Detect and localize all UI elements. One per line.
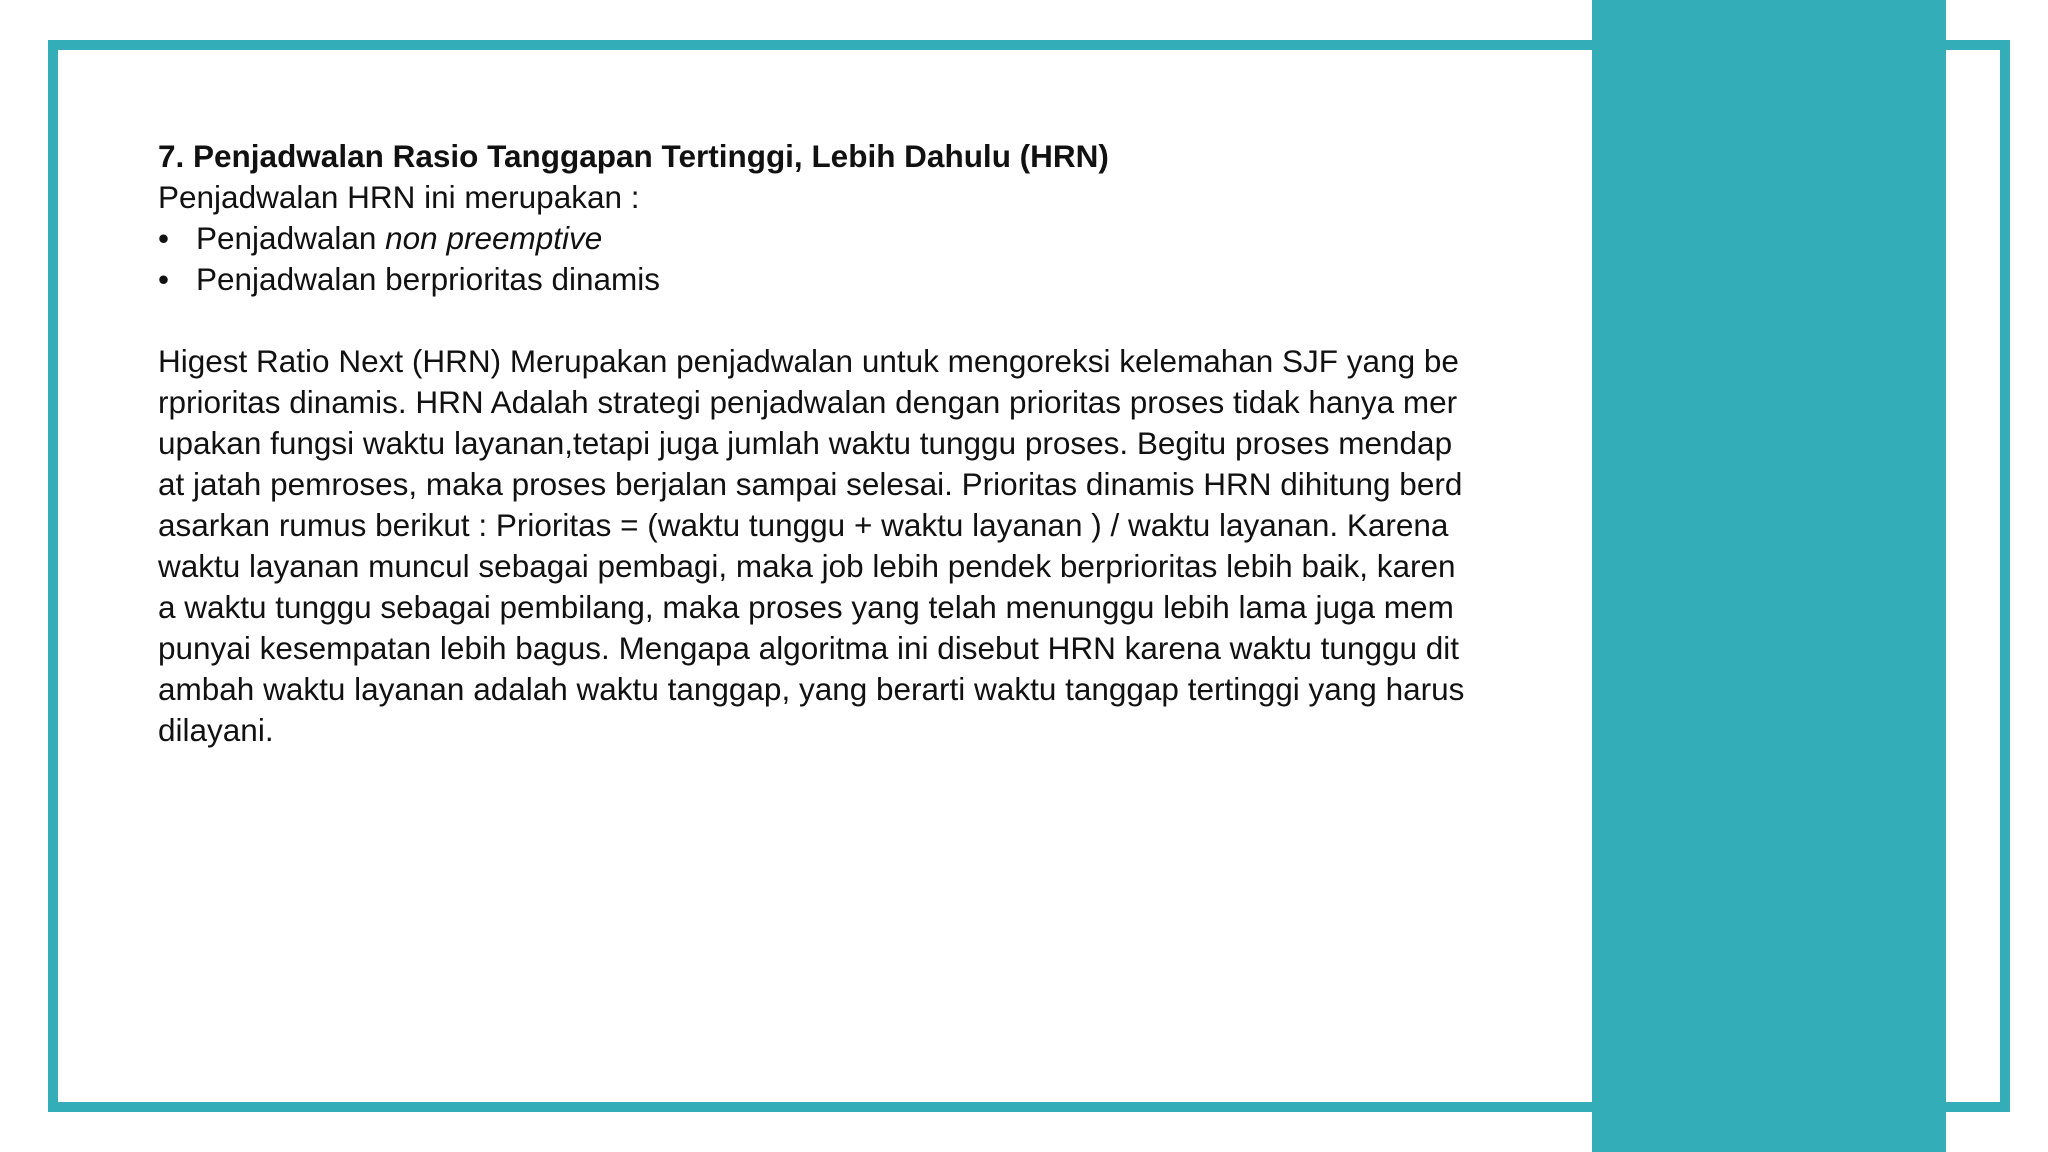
bullet-text: Penjadwalan [196,220,386,256]
bullet-text: Penjadwalan berprioritas dinamis [196,261,660,297]
intro-text: Penjadwalan HRN ini merupakan : [158,179,640,215]
slide-content [158,136,1578,751]
spacer [158,300,1578,341]
paragraph-line: upakan fungsi waktu layanan,tetapi juga jumlah waktu tunggu proses. Begitu proses mendap [158,425,1453,461]
paragraph-line: Higest Ratio Next (HRN) Merupakan penjadwalan untuk mengoreksi kelemahan SJF yang be [158,343,1459,379]
paragraph-line: dilayani. [158,712,274,748]
slide-title: 7. Penjadwalan Rasio Tanggapan Tertinggi, Lebih Dahulu (HRN) [158,138,1109,174]
bullet-list [158,218,1578,300]
body-paragraph [158,341,1578,751]
paragraph-line: rprioritas dinamis. HRN Adalah strategi penjadwalan dengan prioritas proses tidak hanya mer [158,384,1458,420]
paragraph-line: waktu layanan muncul sebagai pembagi, maka job lebih pendek berprioritas lebih baik, karen [158,548,1456,584]
bullet-icon: • [158,261,170,297]
paragraph-line: a waktu tunggu sebagai pembilang, maka proses yang telah menunggu lebih lama juga mem [158,589,1454,625]
paragraph-line: punyai kesempatan lebih bagus. Mengapa algoritma ini disebut HRN karena waktu tunggu dit [158,630,1460,666]
accent-side-bar [1592,0,1946,1152]
paragraph-line: at jatah pemroses, maka proses berjalan sampai selesai. Prioritas dinamis HRN dihitung berd [158,466,1463,502]
paragraph-line: ambah waktu layanan adalah waktu tanggap, yang berarti waktu tanggap tertinggi yang harus [158,671,1465,707]
bullet-icon: • [158,220,170,256]
bullet-emphasis: non preemptive [385,220,603,256]
paragraph-line: asarkan rumus berikut : Prioritas = (waktu tunggu + waktu layanan ) / waktu layanan. Karena [158,507,1449,543]
bullet-item [158,218,1578,259]
bullet-item [158,259,1578,300]
